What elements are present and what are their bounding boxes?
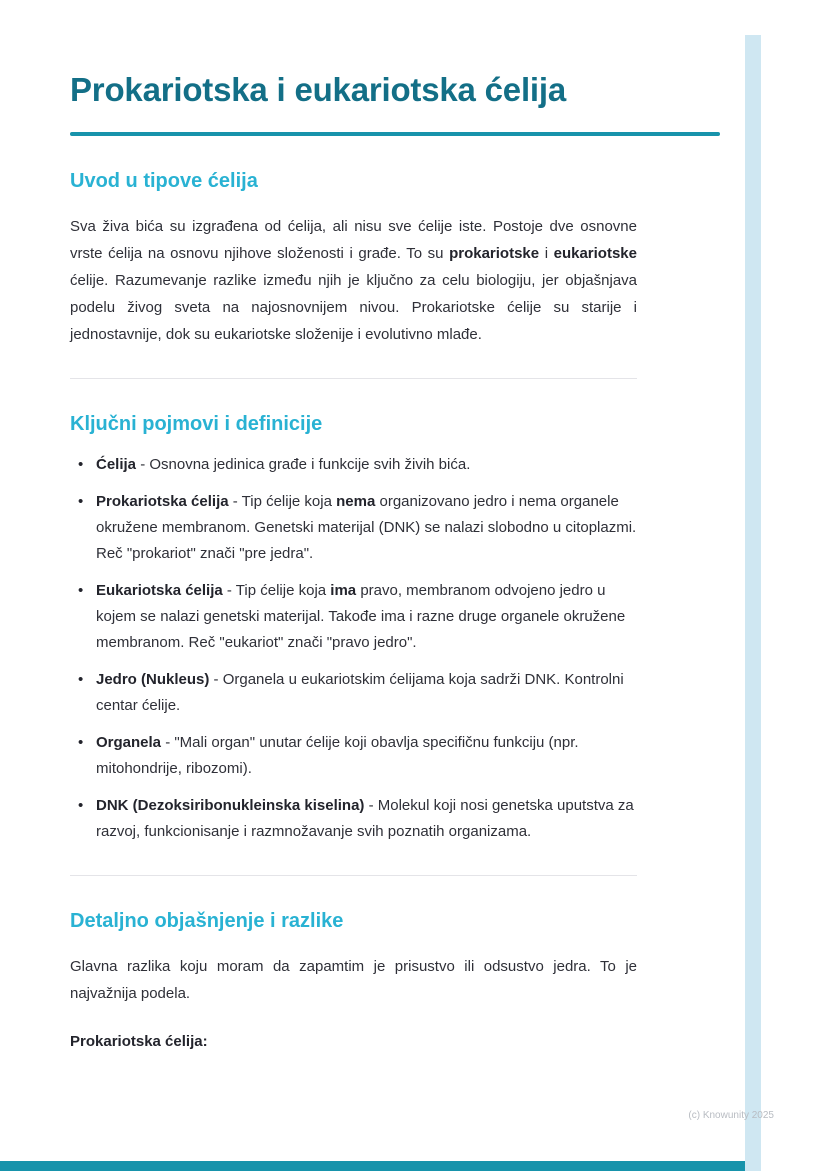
text-segment: i [539,244,554,262]
term-definition: - Tip ćelije koja [222,581,331,599]
intro-paragraph [70,213,637,348]
section-key-terms [70,413,637,845]
term-definition: organizovano jedro i nema organele okružene membranom. Genetski materijal (DNK) se nalazi slobodno u citoplazmi. Reč "prokariot" znači "pre jedra". [96,492,637,562]
bold-term: nema [336,492,376,510]
section-details [70,910,637,1055]
bold-term: prokariotske [449,244,540,262]
term-definition: pravo, membranom odvojeno jedro u kojem se nalazi genetski materijal. Takođe ima i razne druge organele okružene membranom. Reč "eukariot" znači "pravo jedro". [96,581,626,651]
term-label: Organela [96,733,162,751]
term-definition: - Organela u eukariotskim ćelijama koja sadrži DNK. Kontrolni centar ćelije. [96,670,624,714]
term-label: Eukariotska ćelija [96,581,223,599]
section-heading-details: Detaljno objašnjenje i razlike [70,909,344,932]
section-divider [70,875,637,876]
term-definition: - Molekul koji nosi genetska uputstva za razvoj, funkcionisanje i razmnožavanje svih poznatih organizama. [96,796,634,840]
text-segment: ćelije. Razumevanje razlike između njih je ključno za celu biologiju, jer objašnjava podelu živog sveta na najosnovnijem nivou. Prokariotske ćelije su starije i jednostavnije, dok su eukariotske složenije i evolutivno mlađe. [70,271,637,343]
section-divider [70,378,637,379]
section-heading-intro: Uvod u tipove ćelija [70,169,258,192]
key-terms-list [70,452,637,845]
list-item [78,667,637,719]
term-label: Ćelija [96,455,137,473]
footer-credit: (c) Knowunity 2025 [688,1110,774,1121]
term-label: Jedro (Nukleus) [96,670,210,688]
list-item [78,578,637,656]
list-item [78,489,637,567]
bold-term: ima [330,581,357,599]
term-label: Prokariotska ćelija [96,492,229,510]
term-label: DNK (Dezoksiribonukleinska kiselina) [96,796,365,814]
list-item [78,793,637,845]
page-title: Prokariotska i eukariotska ćelija [70,71,567,108]
details-paragraph: Glavna razlika koju moram da zapamtim je prisustvo ili odsustvo jedra. To je najvažnija podela. [70,957,637,1002]
text-segment: Sva živa bića su izgrađena od ćelija, ali nisu sve ćelije iste. Postoje dve osnovne vrste ćelija na osnovu njihove složenosti i građe. To su [70,217,637,262]
bold-term: eukariotske [553,244,637,262]
term-definition: - Tip ćelije koja [228,492,337,510]
details-subheading: Prokariotska ćelija: [70,1032,208,1050]
right-accent-stripe [745,35,761,1171]
term-definition: - "Mali organ" unutar ćelije koji obavlja specifičnu funkciju (npr. mitohondrije, ribozomi). [96,733,579,777]
section-intro [70,170,637,348]
list-item [78,730,637,782]
term-definition: - Osnovna jedinica građe i funkcije svih živih bića. [136,455,471,473]
list-item [78,452,637,478]
title-divider-rule [70,132,720,136]
section-heading-key-terms: Ključni pojmovi i definicije [70,412,323,435]
bottom-accent-bar [0,1161,745,1171]
